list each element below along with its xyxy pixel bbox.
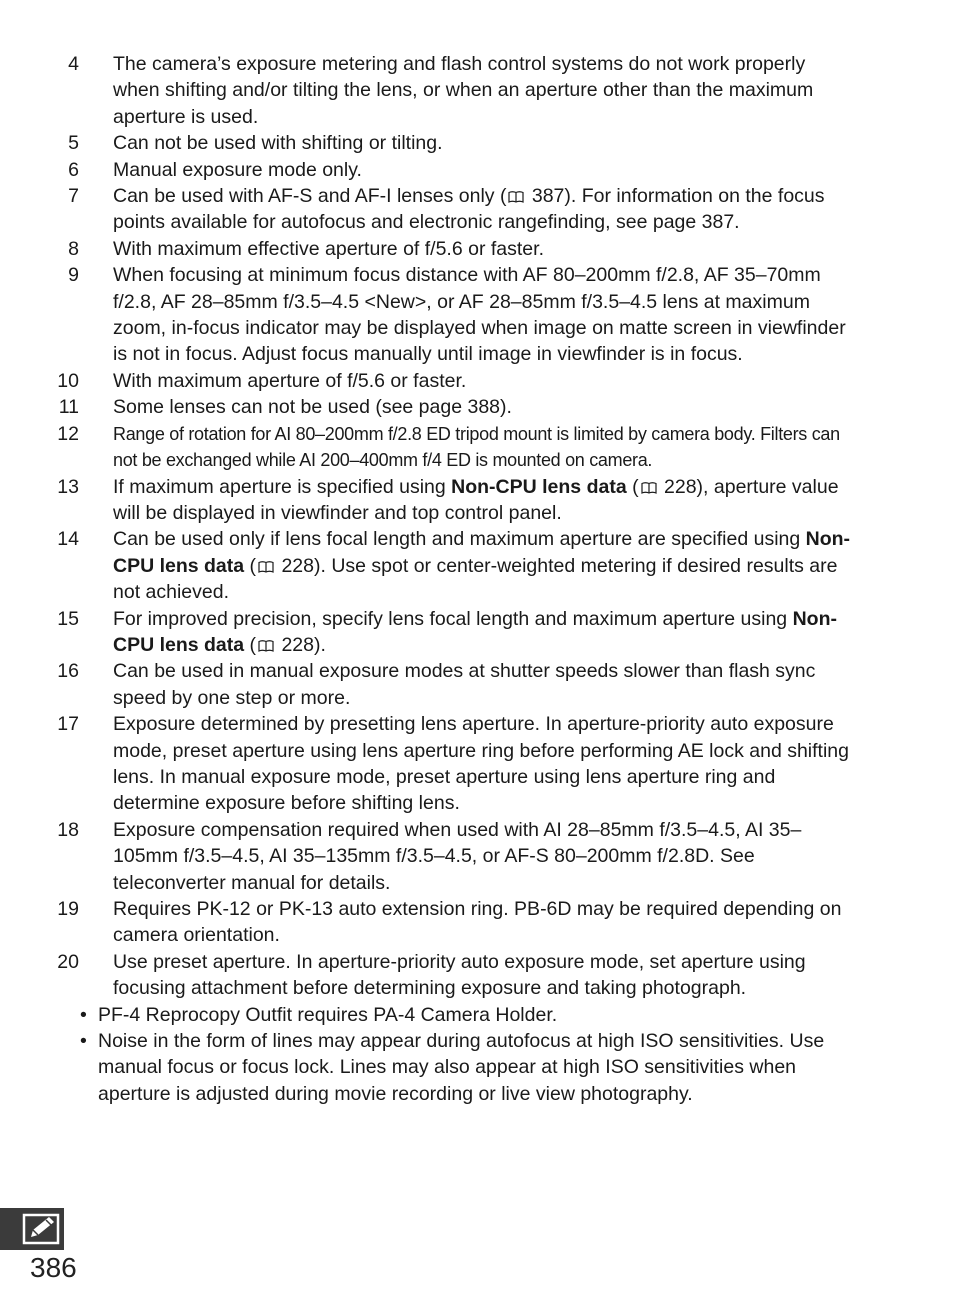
footnote-11: 11 Some lenses can not be used (see page 388). <box>58 396 512 419</box>
footnote-5: 5 Can not be used with shifting or tilting. <box>68 132 443 155</box>
footnote-19: 19 Requires PK-12 or PK-13 auto extension ring. PB-6D may be required depending on camera orientation. <box>57 898 842 947</box>
footnote-17: 17 Exposure determined by presetting lens aperture. In aperture-priority auto exposure mode, preset aperture using lens aperture ring before performing AE lock and shifting lens. In manual exposure mode, preset aperture using lens aperture ring and determine exposure before shifting lens. <box>57 713 850 815</box>
pencil-note-icon <box>22 1213 62 1245</box>
footnote-10: 10 With maximum aperture of f/5.6 or faster. <box>57 369 467 392</box>
footnote-8: 8 With maximum effective aperture of f/5.6 or faster. <box>68 237 544 260</box>
page-number: 386 <box>30 1252 77 1283</box>
footnote-4: 4 The camera’s exposure metering and flash control systems do not work properly when shifting and/or tilting the lens, or when an aperture other than the maximum aperture is used. <box>68 53 814 128</box>
footnote-14: 14 Can be used only if lens focal length and maximum aperture are specified using Non-CPU lens data ( 228). Use spot or center-weighted metering if desired results are not achieved. <box>57 528 851 604</box>
bullet-item: • Noise in the form of lines may appear during autofocus at high ISO sensitivities. Use manual focus or focus lock. Lines may also appear at high ISO sensitivities when aperture is adjusted during movie recording or live view photography. <box>80 1030 825 1105</box>
footnote-12: 12 Range of rotation for AI 80–200mm f/2.8 ED tripod mount is limited by camera body. Filters can not be exchanged while AI 200–400mm f/4 ED is mounted on camera. <box>57 422 840 471</box>
footnote-18: 18 Exposure compensation required when used with AI 28–85mm f/3.5–4.5, AI 35–105mm f/3.5–4.5, AI 35–135mm f/3.5–4.5, or AF-S 80–200mm f/2.8D. See teleconverter manual for details. <box>57 818 802 894</box>
book-reference-icon <box>641 482 657 494</box>
footnote-9: 9 When focusing at minimum focus distance with AF 80–200mm f/2.8, AF 35–70mm f/2.8, AF 28–85mm f/3.5–4.5 <New>, or AF 28–85mm f/3.5–4.5 lens at maximum zoom, in-focus indicator may be displayed when image on matte screen in viewfinder is not in focus. Adjust focus manually until image in viewfinder is in focus. <box>68 264 846 366</box>
book-reference-icon <box>508 191 524 203</box>
footnote-20: 20 Use preset aperture. In aperture-priority auto exposure mode, set aperture using focusing attachment before determining exposure and taking photograph. <box>57 950 806 1000</box>
footnote-7: 7 Can be used with AF-S and AF-I lenses only ( 387). For information on the focus points available for autofocus and electronic rangefinding, see page 387. <box>68 185 825 234</box>
footnote-6: 6 Manual exposure mode only. <box>68 158 362 181</box>
footnote-16: 16 Can be used in manual exposure modes at shutter speeds slower than flash sync speed by one step or more. <box>57 660 816 709</box>
section-tab <box>0 1208 64 1250</box>
book-reference-icon <box>258 561 274 573</box>
footnotes-list <box>0 51 954 1107</box>
footnote-13: 13 If maximum aperture is specified using Non-CPU lens data ( 228), aperture value will be displayed in viewfinder and top control panel. <box>57 475 839 524</box>
footnote-15: 15 For improved precision, specify lens focal length and maximum aperture using Non-CPU lens data ( 228). <box>57 607 837 656</box>
bullet-item: • PF-4 Reprocopy Outfit requires PA-4 Camera Holder. <box>80 1003 558 1026</box>
book-reference-icon <box>258 640 274 652</box>
